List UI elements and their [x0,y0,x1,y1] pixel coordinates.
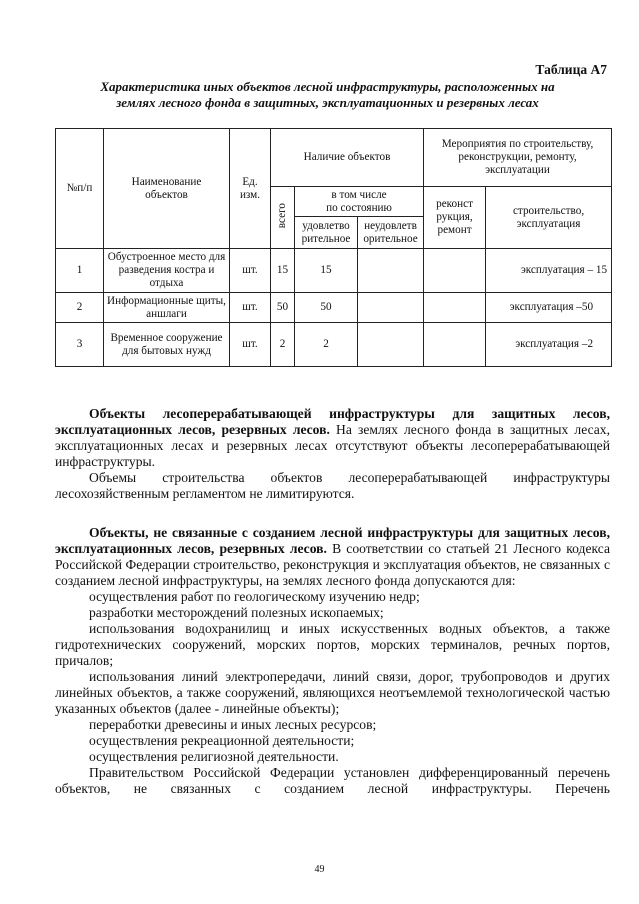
row-name: Временное сооружение для бытовых нужд [104,323,230,367]
row-reconstruction [424,249,486,293]
row-name: Информационные щиты, аншлаги [104,293,230,323]
row-total: 50 [271,293,295,323]
table-title-line-1: Характеристика иных объектов лесной инфраструктуры, расположенных на [100,79,555,94]
header-unsatisfactory-l2: орительное [363,232,418,245]
row-satisfactory: 15 [295,249,358,293]
list-item: использования водохранилищ и иных искусственных водных объектов, а также гидротехнических сооружений, морских портов, морских терминалов, речных портов, причалов; [55,621,610,668]
section1-heading: Объекты лесоперерабатывающей инфраструктуры для защитных лесов, эксплуатационных лесов, резервных лесов. [55,406,610,437]
row-construction: эксплуатация – 15 [486,249,612,293]
infrastructure-table [55,128,612,367]
list-item: осуществления религиозной деятельности. [89,749,339,764]
row-construction: эксплуатация –2 [486,323,612,367]
table-row [56,293,612,323]
row-satisfactory: 50 [295,293,358,323]
section-non-infrastructure-objects [55,525,610,797]
row-total: 15 [271,249,295,293]
header-measures: Мероприятия по строительству, реконструкции, ремонту, эксплуатации [424,129,612,187]
page-number: 49 [314,864,325,875]
section1-paragraph-2: Объемы строительства объектов лесоперерабатывающей инфраструктуры лесохозяйственным регламентом не лимитируются. [55,470,610,501]
header-num: №п/п [56,129,104,249]
row-reconstruction [424,323,486,367]
row-satisfactory: 2 [295,323,358,367]
header-name: Наименование объектов [104,129,230,249]
row-num: 1 [56,249,104,293]
header-unsatisfactory-l1: неудовлетв [364,219,417,232]
row-unsatisfactory [358,293,424,323]
row-unsatisfactory [358,323,424,367]
header-satisfactory-l2: рительное [301,232,351,245]
row-total: 2 [271,323,295,367]
row-num: 2 [56,293,104,323]
section2-text: В соответствии со статьей 21 Лесного кодекса Российской Федерации строительство, реконструкция и эксплуатация объектов, не связанных с созданием лесной инфраструктуры, на землях лесного фонда допускаются для: [55,541,610,588]
header-unit: Ед. изм. [230,129,271,249]
list-item: осуществления работ по геологическому изучению недр; [89,589,420,604]
row-unsatisfactory [358,249,424,293]
header-construction: строительство, эксплуатация [486,187,612,249]
section-processing-infrastructure [55,406,610,502]
header-total: всего [276,202,288,229]
section1-paragraph [55,406,610,470]
list-item: разработки месторождений полезных ископаемых; [89,605,384,620]
list-item: переработки древесины и иных лесных ресурсов; [89,717,377,732]
table-row [56,249,612,293]
header-satisfactory [295,217,358,249]
header-unsatisfactory [358,217,424,249]
row-construction: эксплуатация –50 [486,293,612,323]
final-paragraph: Правительством Российской Федерации установлен дифференцированный перечень объектов, не связанных с созданием лесной инфраструктуры. Перечень [55,765,610,796]
section2-heading: Объекты, не связанные с созданием лесной инфраструктуры для защитных лесов, эксплуатационных лесов, резервных лесов. [55,525,610,556]
row-unit: шт. [230,249,271,293]
header-incl-state: в том числе по состоянию [295,187,424,217]
table-label: Таблица А7 [535,62,607,77]
header-reconstruction: реконст рукция, ремонт [424,187,486,249]
header-satisfactory-l1: удовлетво [302,219,350,232]
header-total-cell [271,187,295,249]
section2-paragraph [55,525,610,589]
header-presence: Наличие объектов [271,129,424,187]
section1-text: На землях лесного фонда в защитных лесах, эксплуатационных лесах и резервных лесах отсутствуют объекты лесоперерабатывающей инфраструктуры. [55,422,610,469]
row-name: Обустроенное место для разведения костра и отдыха [104,249,230,293]
row-reconstruction [424,293,486,323]
table-title [55,79,600,111]
row-unit: шт. [230,293,271,323]
table-title-line-2: землях лесного фонда в защитных, эксплуатационных и резервных лесах [116,95,539,110]
list-item: осуществления рекреационной деятельности; [89,733,355,748]
row-num: 3 [56,323,104,367]
list-item: использования линий электропередачи, линий связи, дорог, трубопроводов и других линейных объектов, а также сооружений, являющихся неотъемлемой технологической частью указанных объектов (далее - линейные объекты); [55,669,610,716]
row-unit: шт. [230,323,271,367]
table-row [56,323,612,367]
